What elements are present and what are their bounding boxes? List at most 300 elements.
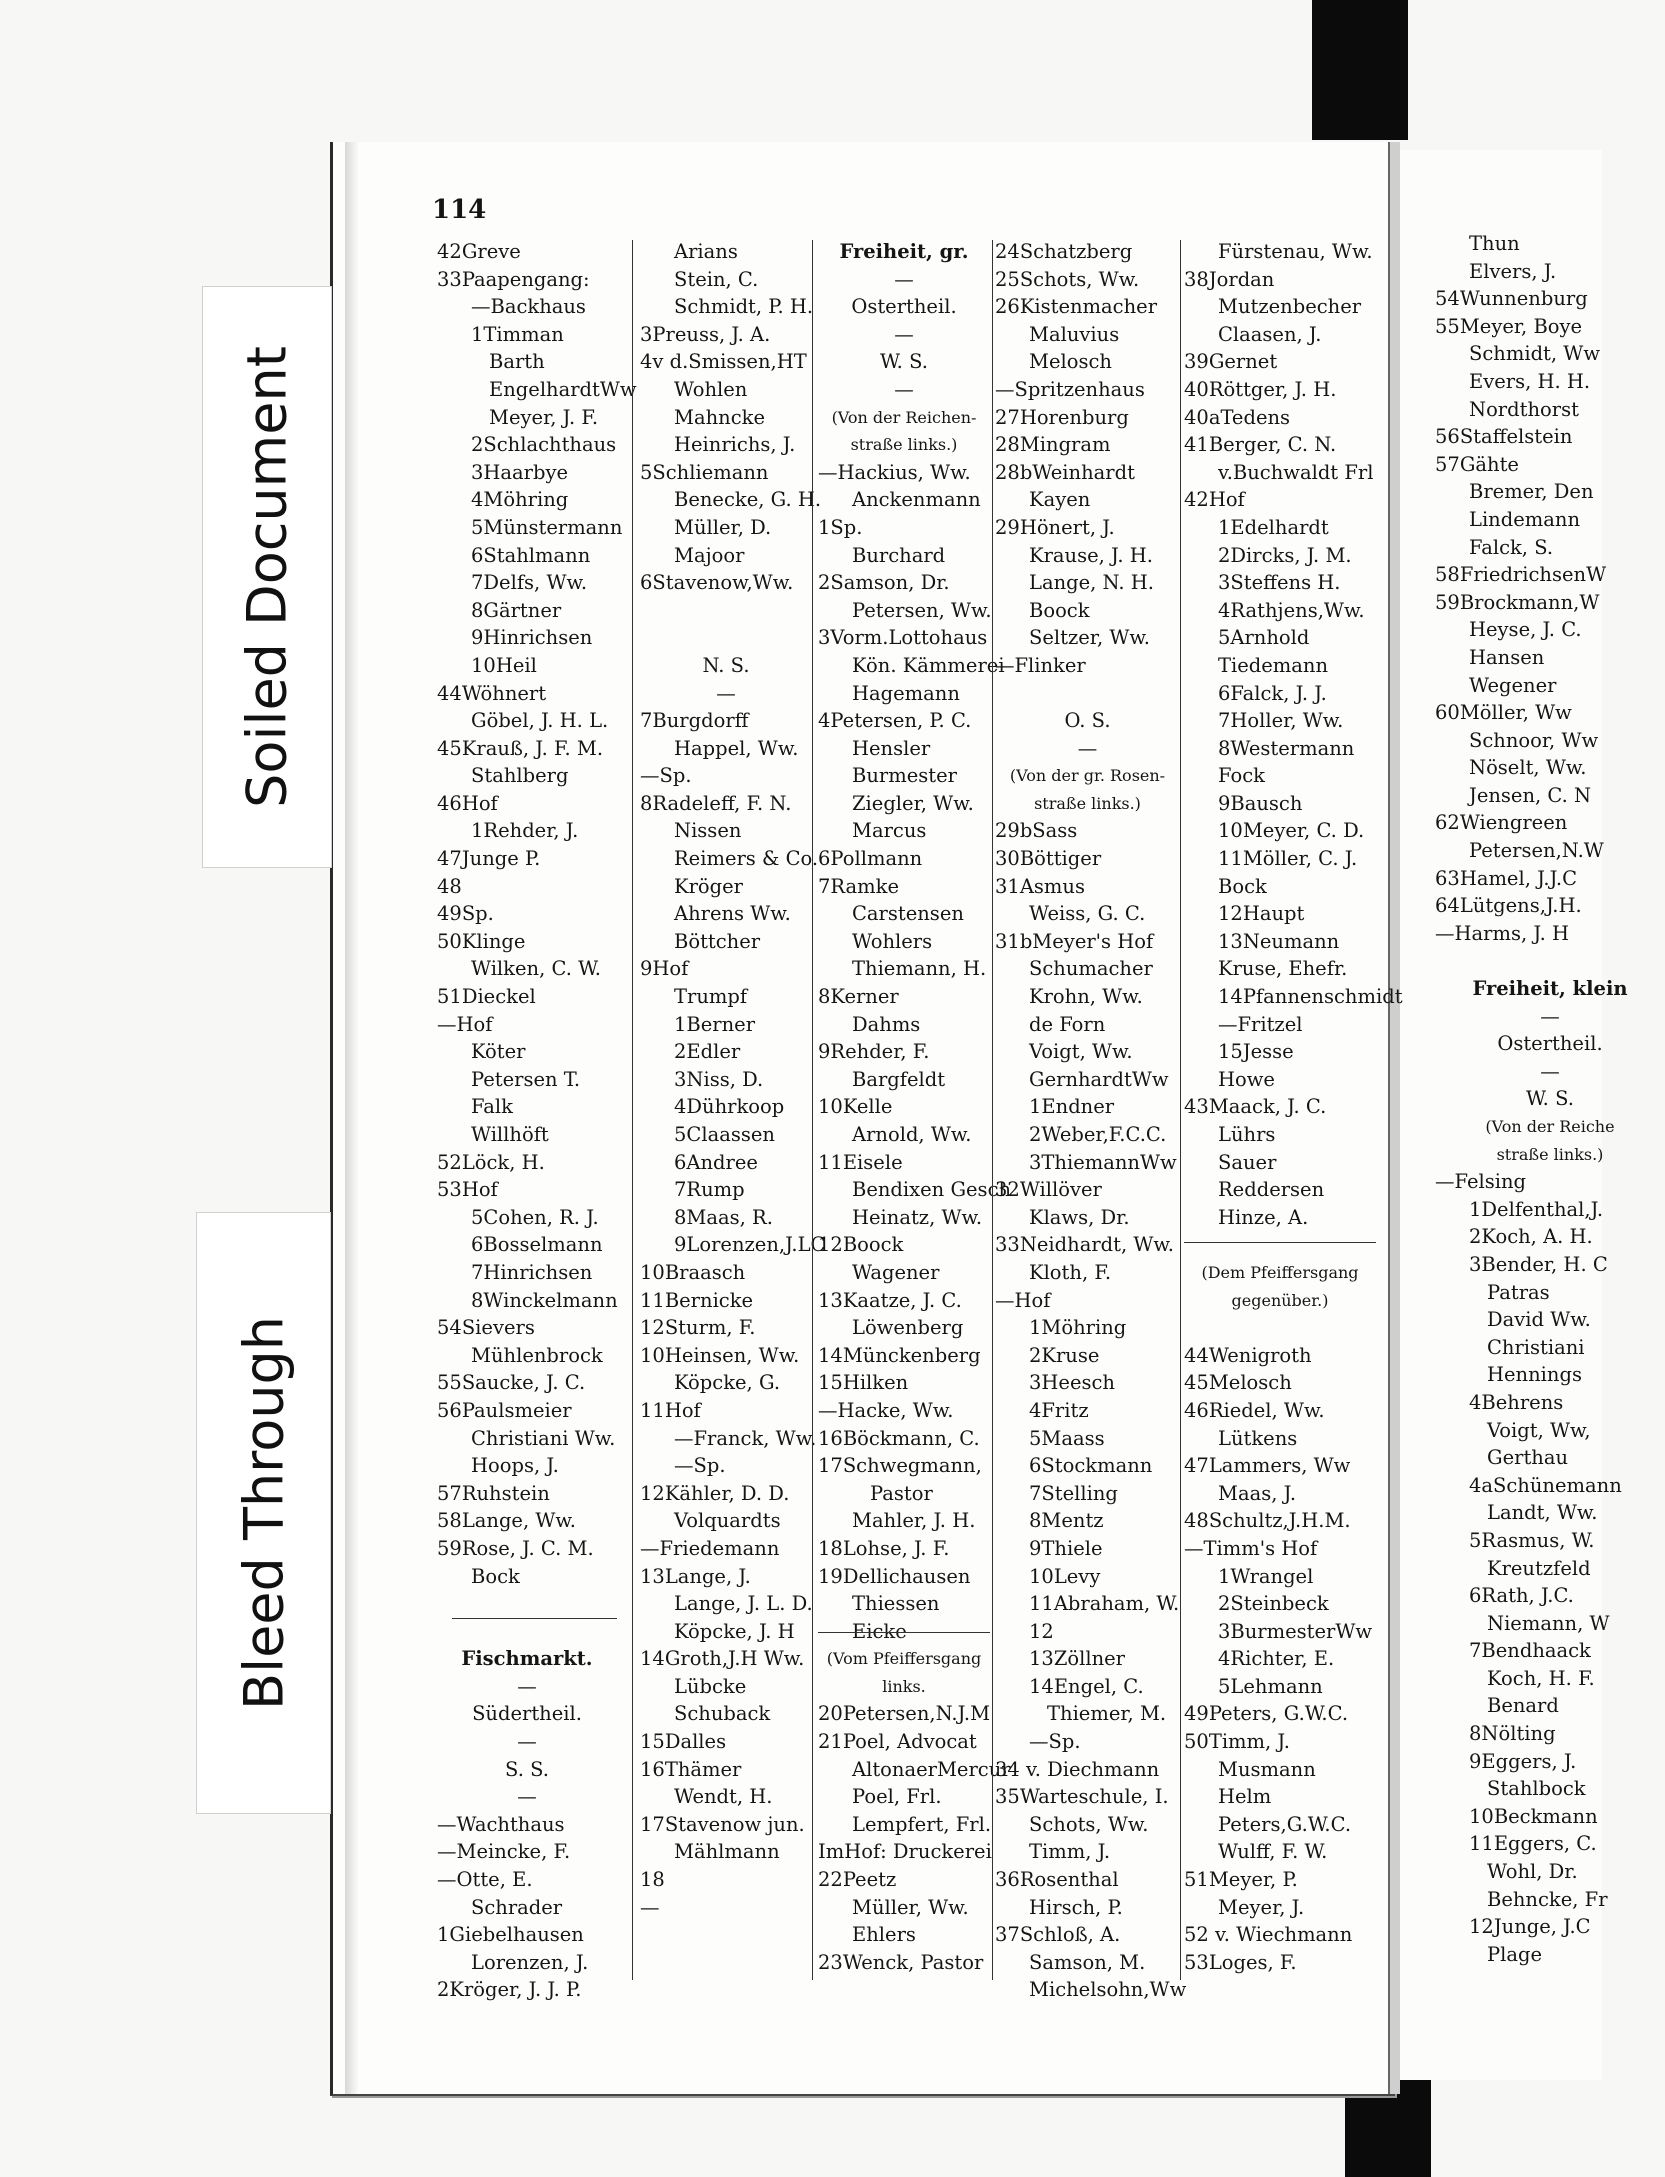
directory-entry: Maas, J. [1218,1481,1297,1505]
directory-entry: 13Neumann [1218,929,1340,953]
directory-entry: Behncke, Fr [1487,1887,1608,1911]
directory-entry: (Dem Pfeiffersgang [1201,1262,1359,1282]
directory-entry: 7Burgdorff [640,709,749,733]
directory-entry: Mutzenbecher [1218,295,1362,319]
directory-entry: 4v d.Smissen,HT [640,350,807,374]
directory-entry: Müller, Ww. [852,1895,969,1919]
directory-entry: 52 v. Wiechmann [1184,1923,1353,1947]
directory-entry: 56Staffelstein [1435,425,1573,449]
directory-entry: Lange, J. L. D. [674,1592,813,1616]
directory-entry: Wohlers [852,929,933,953]
directory-entry: Burchard [852,543,946,567]
directory-entry: Bargfeldt [852,1067,946,1091]
directory-entry: Schmidt, P. H. [674,295,814,319]
directory-entry: 4Fritz [1029,1398,1089,1422]
directory-entry: Ostertheil. [851,295,957,319]
directory-entry: Peters,G.W.C. [1218,1812,1352,1836]
directory-entry: Heinatz, Ww. [852,1205,983,1229]
directory-entry: —Otte, E. [437,1868,533,1892]
directory-entry: Hansen [1469,645,1545,669]
directory-entry: 3ThiemannWw [1029,1150,1177,1174]
directory-entry: Falck, S. [1469,535,1554,559]
directory-entry: Hennings [1487,1363,1582,1387]
directory-entry: Thiemer, M. [1047,1702,1167,1726]
directory-entry: Ostertheil. [1497,1032,1603,1056]
directory-column-2 [640,238,826,1921]
directory-entry: 7Holler, Ww. [1218,709,1344,733]
directory-entry: 3Niss, D. [674,1067,764,1091]
directory-entry: 14Groth,J.H Ww. [640,1647,805,1671]
directory-entry: 2Edler [674,1040,741,1064]
directory-entry: EngelhardtWw [489,377,637,401]
directory-entry: 29Hönert, J. [995,515,1115,539]
directory-entry: links. [882,1676,926,1696]
directory-entry: 8Nölting [1469,1722,1556,1746]
directory-entry: 45Krauß, J. F. M. [437,736,604,760]
directory-entry: 4Richter, E. [1218,1647,1335,1671]
directory-entry: 8Radeleff, F. N. [640,791,792,815]
directory-entry: 22Peetz [818,1868,897,1892]
soiled-document-text: Soiled Document [235,346,299,808]
directory-entry: 10Beckmann [1469,1804,1598,1828]
directory-entry: 5Lehmann [1218,1674,1323,1698]
directory-entry: Lütkens [1218,1426,1298,1450]
directory-entry: 11Eggers, C. [1469,1832,1597,1856]
directory-entry: Evers, H. H. [1469,369,1591,393]
directory-entry: Petersen, Ww. [852,598,992,622]
directory-entry: 6Bosselmann [471,1233,603,1257]
directory-entry: Hoops, J. [471,1454,559,1478]
directory-entry: 1Endner [1029,1095,1115,1119]
directory-entry: 5Schliemann [640,460,769,484]
directory-entry: 7Hinrichsen [471,1260,593,1284]
directory-entry: Köpcke, G. [674,1371,781,1395]
directory-entry: 36Rosenthal [995,1868,1119,1892]
directory-entry: Arians [674,240,738,263]
directory-entry: 12Junge, J.C [1469,1915,1591,1939]
directory-entry [640,597,812,625]
directory-entry: 15Dalles [640,1730,727,1754]
directory-entry: 9Bausch [1218,791,1303,815]
directory-entry: — [894,377,914,401]
directory-entry: 62Wiengreen [1435,811,1568,835]
directory-entry: —Flinker [995,653,1086,677]
directory-entry: — [517,1785,537,1809]
directory-entry: Ehlers [852,1923,916,1947]
directory-entry: Schnoor, Ww [1469,728,1599,752]
directory-entry: 9Hinrichsen [471,626,593,650]
directory-entry: 11Eisele [818,1150,903,1174]
directory-entry: 6Stahlmann [471,543,591,567]
directory-entry: 2Samson, Dr. [818,571,950,595]
directory-entry: Wagener [852,1260,940,1284]
directory-entry: 3Preuss, J. A. [640,322,771,346]
directory-entry: Sauer [1218,1150,1277,1174]
directory-entry: 63Hamel, J.J.C [1435,866,1578,890]
directory-entry: —Hof [995,1288,1051,1312]
directory-entry: Kreutzfeld [1487,1556,1591,1580]
directory-entry: Hagemann [852,681,960,705]
directory-entry: de Forn [1029,1012,1106,1036]
soiled-document-label [202,286,332,868]
directory-entry: 12 [1029,1619,1054,1643]
column-divider [812,240,813,1980]
directory-entry: 5Münstermann [471,515,623,539]
directory-entry: — [517,1674,537,1698]
directory-entry: N. S. [702,653,750,677]
directory-entry: 64Lütgens,J.H. [1435,894,1582,918]
directory-entry: —Friedemann [640,1536,780,1560]
directory-entry: Pastor [870,1481,933,1505]
directory-entry: 11Bernicke [640,1288,754,1312]
directory-entry: Burmester [852,764,957,788]
directory-entry: 5Cohen, R. J. [471,1205,599,1229]
directory-entry: Koch, H. F. [1487,1666,1595,1690]
directory-entry: — [894,267,914,291]
directory-entry: Schumacher [1029,957,1153,981]
directory-entry: Christiani Ww. [471,1426,616,1450]
column-divider [1180,240,1181,1980]
directory-entry: 3Vorm.Lottohaus [818,626,988,650]
directory-entry: 5Maass [1029,1426,1105,1450]
directory-entry: Trumpf [674,985,748,1009]
directory-entry: Kröger [674,874,743,898]
directory-entry: 33Neidhardt, Ww. [995,1233,1174,1257]
directory-entry: — [1077,736,1098,760]
directory-entry: —Franck, Ww. [674,1426,817,1450]
directory-entry: 54Wunnenburg [1435,287,1588,311]
directory-entry: 9Rehder, F. [818,1040,930,1064]
directory-entry: Lührs [1218,1123,1276,1146]
directory-entry: — [640,1895,660,1919]
directory-entry: (Vom Pfeiffersgang [826,1649,982,1669]
directory-entry: Musmann [1218,1757,1316,1781]
directory-entry: 41Berger, C. N. [1184,433,1337,457]
directory-entry: Lindemann [1469,507,1581,531]
directory-entry: Kloth, F. [1029,1260,1112,1284]
directory-entry: 39Gernet [1184,350,1278,374]
directory-entry: Majoor [674,543,745,567]
directory-entry: 11Möller, C. J. [1218,847,1358,871]
directory-entry: 8Gärtner [471,598,562,622]
directory-entry: 20Petersen,N.J.M [818,1702,991,1726]
directory-entry: Jensen, C. N [1469,783,1592,807]
directory-entry: 24Schatzberg [995,240,1133,263]
directory-entry: 5Arnhold [1218,626,1310,650]
directory-entry: 52Löck, H. [437,1150,545,1174]
directory-entry: Löwenberg [852,1316,964,1340]
directory-entry: Melosch [1029,350,1112,374]
directory-entry: Kayen [1029,488,1091,512]
directory-entry: Fock [1218,764,1265,788]
directory-entry: W. S. [880,350,928,374]
directory-entry: 2Steinbeck [1218,1592,1329,1616]
directory-entry: 2Dircks, J. M. [1218,543,1352,567]
directory-entry: Fischmarkt. [461,1647,593,1671]
directory-entry: 8Westermann [1218,736,1355,760]
directory-entry: Klaws, Dr. [1029,1205,1130,1229]
directory-entry: 11Abraham, W. [1029,1592,1180,1616]
directory-entry: 30Böttiger [995,847,1102,871]
directory-entry: —Sp. [674,1454,726,1478]
directory-entry: Krohn, Ww. [1029,985,1143,1009]
directory-entry: Meyer, J. [1218,1895,1305,1919]
directory-entry: 59Rose, J. C. M. [437,1536,594,1560]
directory-entry: — [1540,1004,1560,1028]
directory-entry: Schrader [471,1895,563,1919]
directory-entry: 34 v. Diechmann [995,1757,1160,1781]
directory-entry: 9Thiele [1029,1536,1103,1560]
directory-entry: 26Kistenmacher [995,295,1158,319]
directory-entry: 48Schultz,J.H.M. [1184,1509,1351,1533]
directory-entry: 15Hilken [818,1371,909,1395]
directory-entry: 53Hof [437,1178,498,1202]
directory-entry: Nissen [674,819,742,843]
directory-entry: —Fritzel [1218,1012,1303,1036]
directory-entry: Kruse, Ehefr. [1218,957,1348,981]
directory-entry: 21Poel, Advocat [818,1730,977,1754]
directory-entry: Schmidt, Ww [1469,342,1601,366]
directory-entry: 54Sievers [437,1316,535,1340]
directory-entry: 6Pollmann [818,847,923,871]
directory-entry: (Von der Reichen- [831,407,977,427]
directory-entry: 3Heesch [1029,1371,1115,1395]
directory-entry: Plage [1487,1942,1543,1966]
binding-tape-top [1312,0,1408,140]
directory-column-3 [818,238,1012,1976]
directory-entry: 48 [437,874,462,898]
directory-entry: Bock [1218,874,1267,898]
next-page-column [1435,230,1665,1968]
directory-entry: 3Steffens H. [1218,571,1341,595]
directory-entry: Stein, C. [674,267,759,291]
directory-entry: 42Hof [1184,488,1245,512]
directory-entry: Thiemann, H. [852,957,987,981]
directory-entry: W. S. [1526,1087,1574,1111]
directory-entry: straße links.) [1496,1144,1604,1164]
directory-entry: Mühlenbrock [471,1343,603,1367]
page-gutter-shade [345,142,359,2094]
directory-entry: 10Levy [1029,1564,1101,1588]
directory-entry: 1Timman [471,322,564,346]
directory-entry: David Ww. [1487,1308,1591,1332]
directory-entry: Bremer, Den [1469,480,1594,504]
directory-entry: (Von der gr. Rosen- [1009,766,1166,786]
directory-entry: Ahrens Ww. [674,902,791,926]
directory-entry: 7Ramke [818,874,900,898]
directory-entry: 12Kähler, D. D. [640,1481,790,1505]
directory-entry: 8Winckelmann [471,1288,618,1312]
directory-entry: Schuback [674,1702,771,1726]
directory-entry: 7Rump [674,1178,745,1202]
directory-entry: 49Sp. [437,902,494,926]
directory-entry: Arnold, Ww. [852,1123,972,1146]
directory-entry: Lempfert, Frl. [852,1812,992,1836]
bleed-through-label [196,1212,331,1814]
directory-entry: 2Schlachthaus [471,433,617,457]
directory-entry: AltonaerMercur [852,1757,1011,1781]
directory-entry: Carstensen [852,902,964,926]
directory-entry: Wilken, C. W. [471,957,601,981]
directory-entry: 50Klinge [437,929,526,953]
directory-entry: GernhardtWw [1029,1067,1169,1091]
directory-entry: 16Thämer [640,1757,742,1781]
directory-entry: —Hacke, Ww. [818,1398,954,1422]
directory-entry: 17Stavenow jun. [640,1812,805,1836]
directory-entry: v.Buchwaldt Frl [1218,460,1374,484]
directory-entry: 32Willöver [995,1178,1102,1202]
directory-entry: 7Stelling [1029,1481,1118,1505]
directory-entry: 11Hof [640,1398,701,1422]
directory-entry: Voigt, Ww, [1487,1418,1591,1442]
directory-entry: 33Paapengang: [437,267,590,291]
directory-entry: 40aTedens [1184,405,1291,429]
directory-entry: 4Rathjens,Ww. [1218,598,1365,622]
directory-entry: Mahler, J. H. [852,1509,976,1533]
directory-entry: Freiheit, klein [1472,977,1628,1001]
directory-entry: 16Böckmann, C. [818,1426,980,1450]
directory-entry: 55Saucke, J. C. [437,1371,586,1395]
directory-entry: Helm [1218,1785,1272,1809]
directory-entry: 28bWeinhardt [995,460,1135,484]
directory-entry: — [894,322,914,346]
directory-entry: 18Lohse, J. F. [818,1536,950,1560]
directory-entry: 2Kröger, J. J. P. [437,1978,582,2002]
directory-entry: —Wachthaus [437,1812,565,1836]
directory-entry [995,680,1180,708]
directory-entry: 25Schots, Ww. [995,267,1140,291]
directory-entry: Wohlen [674,377,748,401]
directory-entry: 12Boock [818,1233,904,1257]
directory-entry: 27Horenburg [995,405,1129,429]
directory-entry: 60Möller, Ww [1435,701,1572,725]
directory-entry: 46Hof [437,791,498,815]
directory-entry: Poel, Frl. [852,1785,942,1809]
directory-entry: 12Sturm, F. [640,1316,756,1340]
directory-entry: 6Stavenow,Ww. [640,571,794,595]
directory-entry: Heinrichs, J. [674,433,796,457]
directory-entry: Gerthau [1487,1446,1569,1470]
directory-entry: Willhöft [471,1123,549,1146]
directory-entry: 5Claassen [674,1123,775,1146]
directory-entry: — [716,681,736,705]
directory-entry: Fürstenau, Ww. [1218,240,1373,263]
directory-entry: 17Schwegmann, [818,1454,982,1478]
directory-entry: 14Engel, C. [1029,1674,1144,1698]
directory-entry: Krause, J. H. [1029,543,1153,567]
directory-entry: 2Weber,F.C.C. [1029,1123,1167,1146]
directory-entry: 45Melosch [1184,1371,1292,1395]
directory-entry: Niemann, W [1487,1611,1610,1635]
directory-entry: 4Dührkoop [674,1095,785,1119]
directory-entry: 40Röttger, J. H. [1184,377,1337,401]
directory-entry: 4aSchünemann [1469,1473,1622,1497]
directory-entry: Meyer, J. F. [489,405,599,429]
directory-entry: Lübcke [674,1674,747,1698]
directory-entry: Nordthorst [1469,397,1579,421]
directory-entry: 23Wenck, Pastor [818,1950,984,1974]
directory-column-4 [995,238,1187,2004]
directory-entry: Anckenmann [852,488,981,512]
directory-entry: 35Warteschule, I. [995,1785,1169,1809]
directory-entry: Eicke [852,1619,907,1643]
directory-entry: Dahms [852,1012,921,1036]
directory-entry: 10Kelle [818,1095,893,1119]
directory-entry: —Hackius, Ww. [818,460,971,484]
directory-entry: 44Wenigroth [1184,1343,1312,1367]
directory-entry: Köpcke, J. H [674,1619,795,1643]
directory-entry: Wohl, Dr. [1487,1860,1578,1884]
directory-entry: 38Jordan [1184,267,1275,291]
directory-entry [437,1618,617,1646]
next-page [1398,150,1628,2080]
directory-entry: Göbel, J. H. L. [471,709,609,733]
directory-entry: Samson, M. [1029,1950,1146,1974]
directory-entry: —Hof [437,1012,493,1036]
directory-entry: 7Bendhaack [1469,1639,1591,1663]
directory-entry: Heyse, J. C. [1469,618,1582,642]
directory-entry: Maluvius [1029,322,1120,346]
directory-entry: 29bSass [995,819,1078,843]
directory-entry: Nöselt, Ww. [1469,756,1587,780]
directory-entry: 1Rehder, J. [471,819,579,843]
directory-entry: —Harms, J. H [1435,921,1570,945]
directory-entry: 58FriedrichsenW [1435,563,1607,587]
directory-entry: 42Greve [437,240,521,263]
directory-entry: Lange, N. H. [1029,571,1154,595]
directory-entry [437,1590,617,1618]
directory-entry: Marcus [852,819,927,843]
directory-entry: 57Ruhstein [437,1481,550,1505]
directory-entry: —Sp. [1029,1730,1081,1754]
directory-entry: 14Pfannenschmidt [1218,985,1403,1009]
directory-entry: 6Andree [674,1150,758,1174]
directory-entry: Thiessen [852,1592,940,1616]
directory-entry: Hensler [852,736,931,760]
directory-entry: 10Heil [471,653,537,677]
directory-entry: 4Behrens [1469,1390,1564,1414]
directory-entry: Schots, Ww. [1029,1812,1149,1836]
section-rule [1184,1242,1376,1243]
directory-entry: Reimers & Co. [674,847,819,871]
directory-entry: 5Rasmus, W. [1469,1528,1595,1552]
directory-entry: — [1540,1059,1560,1083]
directory-entry: —Backhaus [471,295,586,319]
bleed-through-text: Bleed Through [232,1316,295,1710]
directory-entry: 13Zöllner [1029,1647,1125,1671]
directory-entry: Wegener [1469,673,1557,697]
directory-entry: Seltzer, Ww. [1029,626,1150,650]
directory-entry: Boock [1029,598,1090,622]
directory-entry: 3BurmesterWw [1218,1619,1373,1643]
directory-entry: 1Wrangel [1218,1564,1314,1588]
directory-entry: 4Petersen, P. C. [818,709,972,733]
directory-entry: Stahlberg [471,764,569,788]
directory-entry: Böttcher [674,929,761,953]
directory-entry: 6Stockmann [1029,1454,1153,1478]
column-divider [632,240,633,1980]
directory-entry: 14Münckenberg [818,1343,981,1367]
directory-column-5 [1184,238,1403,1976]
directory-entry: ImHof: Druckerei [818,1840,992,1864]
directory-entry: 10Braasch [640,1260,746,1284]
directory-entry: 7Delfs, Ww. [471,571,588,595]
directory-entry: straße links.) [850,435,958,455]
directory-entry: 8Kerner [818,985,899,1009]
directory-entry: 6Falck, J. J. [1218,681,1327,705]
directory-entry: 46Riedel, Ww. [1184,1398,1325,1422]
column-divider [992,240,993,1980]
